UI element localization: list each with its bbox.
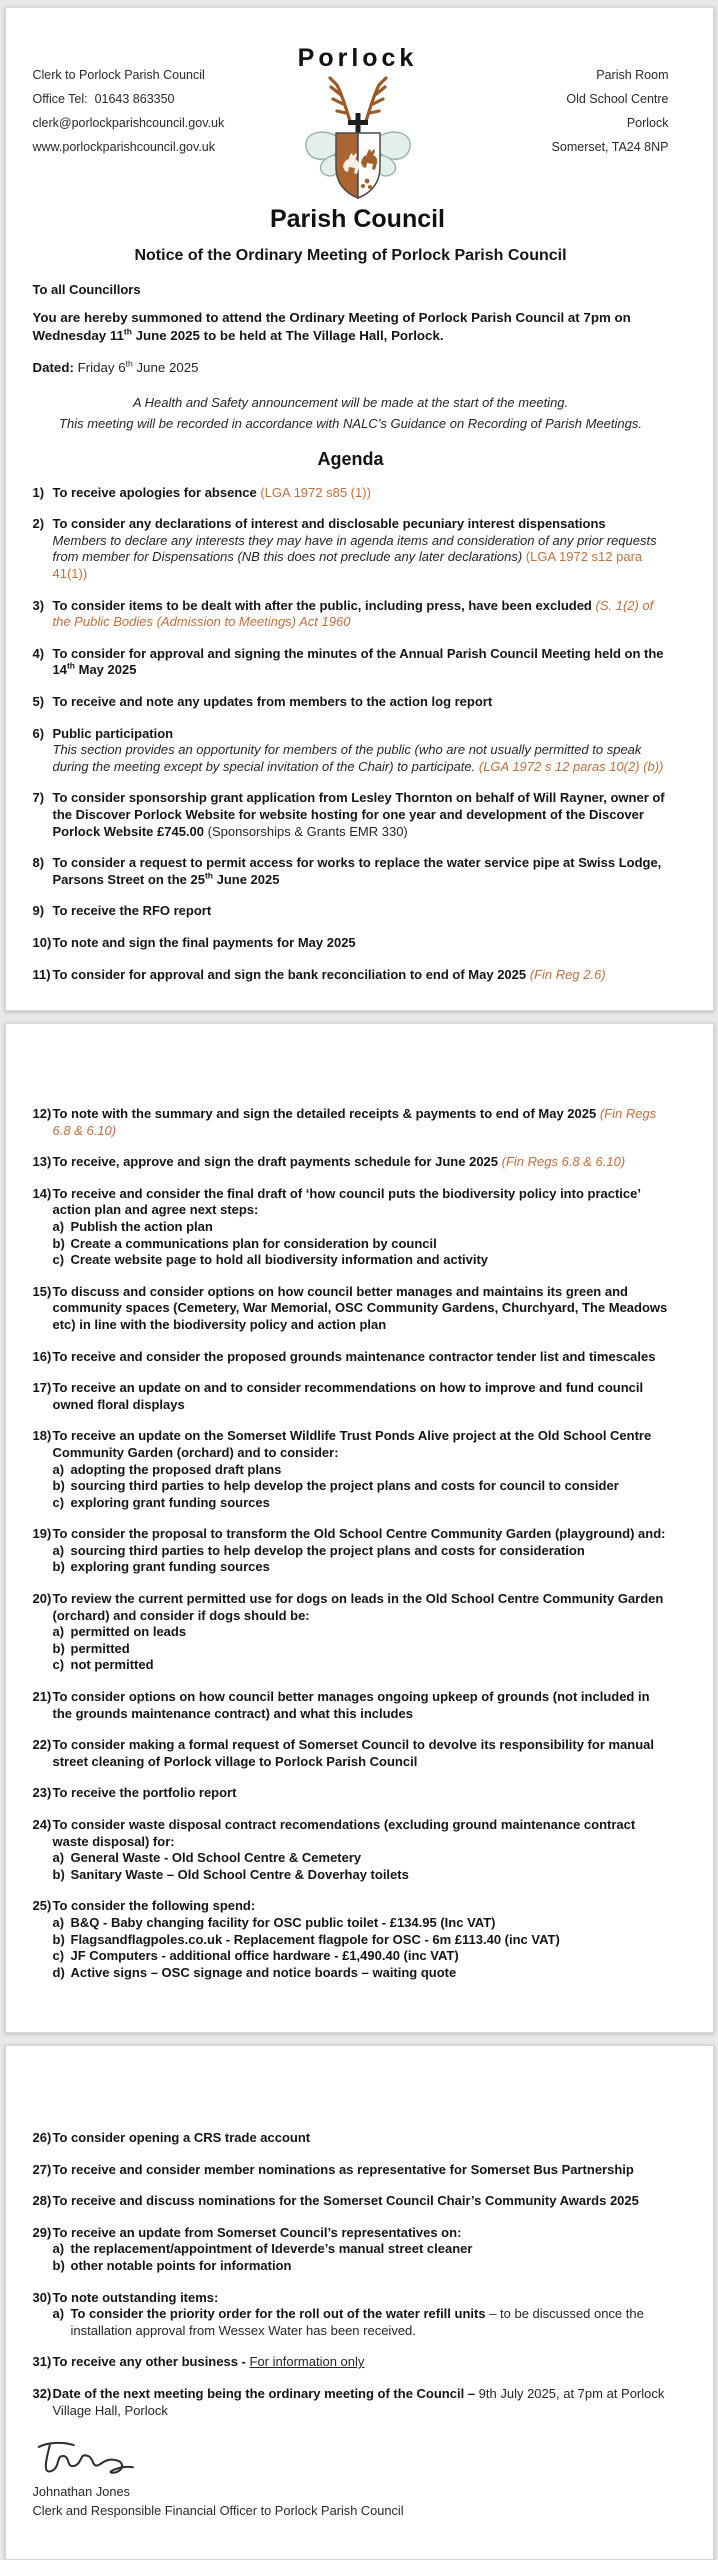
agenda-sub-text: General Waste - Old School Centre & Cemetery: [70, 1850, 362, 1866]
agenda-sub-letter: c): [52, 1494, 65, 1510]
agenda-item-number: 5): [32, 693, 45, 709]
agenda-sub-letter: b): [52, 1866, 65, 1882]
agenda-item-number: 16): [32, 1348, 52, 1364]
text-line: Clerk to Porlock Parish Council: [32, 68, 205, 82]
agenda-item-number: 23): [32, 1785, 52, 1801]
cross-icon: [348, 113, 368, 134]
agenda-sub-letter: a): [52, 1461, 65, 1477]
agenda-sub-text: permitted on leads: [70, 1624, 187, 1640]
agenda-item-number: 7): [32, 790, 45, 806]
summons-paragraph: You are hereby summoned to attend the Ordinary Meeting of Porlock Parish Council at 7pm on Wednesday 11th June 2025 to be held at The Village Hall, Porlock.: [32, 310, 631, 343]
agenda-sub-item: [53, 2241, 669, 2258]
agenda-list-page3: [33, 2130, 669, 2419]
agenda-item-text: To receive and consider member nominations as representative for Somerset Bus Partnership: [52, 2161, 634, 2177]
agenda-item-text: To receive an update on the Somerset Wildlife Trust Ponds Alive project at the Old School Centre Community Garden (orchard) and to consider:: [52, 1428, 652, 1460]
agenda-sub-letter: b): [52, 1931, 65, 1947]
logo-subtitle: Parish Council: [269, 205, 446, 233]
agenda-item-text: To consider any declarations of interest and disclosable pecuniary interest dispensations Members to declare any interests they may have in agenda items and consideration of any prior requests from member for Dispensations (NB this does not preclude any later declarations) (LGA 1972 s12 para 41(1)): [52, 516, 657, 582]
agenda-sub-letter: a): [52, 1914, 65, 1930]
logo-title: Porlock: [297, 44, 418, 72]
agenda-sub-item: [53, 1948, 669, 1965]
agenda-item: [33, 598, 669, 631]
agenda-sub-item: [53, 2258, 669, 2275]
agenda-item: [33, 2193, 669, 2210]
agenda-sub-item: [53, 1850, 669, 1867]
agenda-item: [33, 2354, 669, 2371]
text-line: This meeting will be recorded in accordance with NALC’s Guidance on Recording of Parish Meetings.: [59, 415, 642, 431]
text-line: A Health and Safety announcement will be made at the start of the meeting.: [132, 394, 569, 410]
agenda-item: [33, 485, 669, 502]
letterhead: [33, 44, 669, 234]
agenda-item: [33, 726, 669, 776]
agenda-item-number: 17): [32, 1380, 52, 1396]
agenda-item-number: 12): [32, 1106, 52, 1121]
agenda-item-text: To consider opening a CRS trade account: [52, 2130, 311, 2145]
agenda-item-number: 14): [32, 1185, 52, 1201]
agenda-item-text: To receive an update on and to consider recommendations on how to improve and fund council owned floral displays: [52, 1380, 644, 1412]
agenda-item-text: To receive, approve and sign the draft payments schedule for June 2025 (Fin Regs 6.8 & 6.10): [52, 1154, 626, 1170]
agenda-sub-text: Publish the action plan: [70, 1218, 213, 1234]
agenda-sub-text: permitted: [70, 1640, 130, 1656]
agenda-item: [33, 1817, 669, 1883]
agenda-sub-text: sourcing third parties to help develop the project plans and costs for council to consider: [70, 1478, 619, 1494]
agenda-item-text: To receive and discuss nominations for the Somerset Council Chair’s Community Awards 2025: [52, 2193, 639, 2209]
agenda-sub-item: [53, 1624, 669, 1641]
agenda-sub-text: not permitted: [70, 1657, 154, 1673]
signatory-title: Clerk and Responsible Financial Officer to Porlock Parish Council: [32, 2503, 404, 2519]
text-line: Office Tel: 01643 863350: [32, 92, 175, 106]
agenda-sub-letter: b): [52, 1559, 65, 1575]
agenda-sub-text: other notable points for information: [70, 2257, 292, 2273]
agenda-item-text: To receive and consider the final draft of ‘how council puts the biodiversity policy into practice’ action plan and agree next steps:: [52, 1185, 641, 1218]
agenda-sub-letter: a): [52, 1542, 65, 1558]
agenda-sub-letter: a): [52, 1218, 65, 1234]
agenda-item: [33, 2225, 669, 2275]
agenda-item-number: 19): [32, 1526, 52, 1542]
agenda-sub-item: [53, 1543, 669, 1560]
agenda-item-text: To receive and note any updates from members to the action log report: [52, 693, 493, 709]
agenda-sub-letter: b): [52, 1478, 65, 1494]
document-page-3: [5, 2045, 714, 2560]
agenda-item-text: To receive any other business - For information only: [52, 2354, 365, 2370]
agenda-item-number: 4): [32, 645, 45, 661]
agenda-sub-text: exploring grant funding sources: [70, 1494, 270, 1510]
agenda-sub-letter: b): [52, 1640, 65, 1656]
agenda-item: [33, 1689, 669, 1722]
signature-scribble: [35, 2434, 155, 2482]
contact-info-left: [33, 44, 247, 164]
text-line: clerk@porlockparishcouncil.gov.uk: [32, 116, 225, 130]
text-line: Parish Room: [596, 68, 669, 82]
agenda-item-number: 22): [32, 1737, 52, 1753]
announcements: [33, 392, 669, 434]
agenda-sub-text: Create website page to hold all biodiversity information and activity: [70, 1252, 489, 1268]
notice-title: Notice of the Ordinary Meeting of Porlock Parish Council: [134, 247, 567, 264]
document-page-2: [5, 1023, 714, 2033]
agenda-item-text: To receive the portfolio report: [52, 1785, 237, 1801]
agenda-item-number: 21): [32, 1689, 52, 1705]
agenda-item-number: 13): [32, 1154, 52, 1170]
agenda-heading: Agenda: [317, 448, 384, 469]
agenda-item: [33, 855, 669, 888]
dated-line: Dated: Friday 6th June 2025: [32, 358, 199, 376]
agenda-item-number: 27): [32, 2161, 52, 2177]
agenda-item-text: To receive an update from Somerset Council’s representatives on:: [52, 2224, 462, 2240]
to-all-councillors: To all Councillors: [32, 282, 141, 297]
agenda-item-text: To receive the RFO report: [52, 903, 212, 919]
agenda-item-number: 28): [32, 2193, 52, 2209]
agenda-sub-text: JF Computers - additional office hardware - £1,490.40 (inc VAT): [70, 1948, 459, 1964]
agenda-item-number: 20): [32, 1591, 52, 1607]
agenda-sub-letter: c): [52, 1252, 65, 1268]
agenda-item: [33, 903, 669, 920]
text-line: www.porlockparishcouncil.gov.uk: [32, 140, 215, 154]
text-line: Somerset, TA24 8NP: [551, 140, 669, 154]
agenda-list-page2: [33, 1106, 669, 1981]
agenda-sub-letter: b): [52, 2257, 65, 2273]
agenda-item: [33, 2162, 669, 2179]
agenda-item: [33, 1785, 669, 1802]
agenda-sub-letter: a): [52, 1850, 65, 1866]
agenda-sub-item: [53, 1219, 669, 1236]
agenda-item-text: To discuss and consider options on how council better manages and maintains its green and community spaces (Cemetery, War Memorial, OSC Community Gardens, Churchyard, The Meadows etc) in line with the biodiversity policy and action plan: [52, 1283, 668, 1332]
agenda-sub-item: [53, 2306, 669, 2339]
signature-block: [33, 2434, 669, 2518]
agenda-item-text: To consider sponsorship grant application from Lesley Thornton on behalf of Will Rayner, owner of the Discover Porlock Website for website hosting for one year and development of the Discover Porlock Website £745.00 (Sponsorships & Grants EMR 330): [52, 790, 665, 839]
agenda-sub-item: [53, 1915, 669, 1932]
agenda-item: [33, 694, 669, 711]
agenda-item: [33, 1380, 669, 1413]
contact-info-right: [469, 44, 669, 164]
agenda-item-text: To note with the summary and sign the detailed receipts & payments to end of May 2025 (Fin Regs 6.8 & 6.10): [52, 1106, 657, 1138]
agenda-item-number: 30): [32, 2289, 52, 2305]
agenda-item-text: To consider for approval and sign the bank reconciliation to end of May 2025 (Fin Reg 2.6): [52, 966, 606, 982]
agenda-sub-letter: c): [52, 1657, 65, 1673]
agenda-item-text: To note and sign the final payments for May 2025: [52, 934, 356, 950]
agenda-sub-item: [53, 1495, 669, 1512]
agenda-item-number: 8): [32, 855, 45, 871]
agenda-item-number: 18): [32, 1428, 52, 1444]
agenda-sub-text: To consider the priority order for the roll out of the water refill units – to be discussed once the installation approval from Wessex Water has been received.: [70, 2306, 644, 2338]
agenda-sub-item: [53, 1462, 669, 1479]
agenda-sub-item: [53, 1641, 669, 1658]
agenda-sub-letter: c): [52, 1948, 65, 1964]
agenda-item: [33, 790, 669, 840]
agenda-list-page1: [33, 485, 669, 983]
agenda-item-number: 9): [32, 903, 45, 919]
agenda-item-number: 1): [32, 484, 45, 500]
agenda-item: [33, 967, 669, 984]
agenda-item-text: To consider making a formal request of Somerset Council to devolve its responsibility for manual street cleaning of Porlock village to Porlock Parish Council: [52, 1737, 654, 1769]
agenda-item: [33, 935, 669, 952]
agenda-item: [33, 1737, 669, 1770]
agenda-item-text: To consider waste disposal contract recomendations (excluding ground maintenance contract waste disposal) for:: [52, 1817, 636, 1849]
parish-logo-block: [247, 44, 469, 234]
agenda-item-number: 31): [32, 2354, 52, 2370]
agenda-item: [33, 2130, 669, 2147]
agenda-item-number: 15): [32, 1283, 52, 1299]
agenda-sub-item: [53, 1559, 669, 1576]
agenda-item-number: 32): [32, 2385, 52, 2401]
agenda-item-text: To review the current permitted use for dogs on leads in the Old School Centre Community Garden (orchard) and consider if dogs should be:: [52, 1591, 664, 1623]
agenda-sub-letter: d): [52, 1964, 65, 1980]
shield: [336, 133, 380, 198]
agenda-item-number: 26): [32, 2130, 52, 2145]
agenda-item: [33, 1106, 669, 1139]
agenda-sub-item: [53, 1965, 669, 1982]
agenda-item-number: 6): [32, 725, 45, 741]
agenda-sub-text: sourcing third parties to help develop the project plans and costs for consideration: [70, 1542, 585, 1558]
agenda-item-text: To consider options on how council better manages ongoing upkeep of grounds (not included in the grounds maintenance contract) and what this includes: [52, 1689, 650, 1721]
agenda-sub-text: Flagsandflagpoles.co.uk - Replacement flagpole for OSC - 6m £113.40 (inc VAT): [70, 1931, 560, 1947]
agenda-sub-letter: b): [52, 1235, 65, 1251]
agenda-item-text: To consider for approval and signing the minutes of the Annual Parish Council Meeting held on the 14th May 2025: [52, 645, 664, 678]
agenda-item-text: To receive and consider the proposed grounds maintenance contractor tender list and timescales: [52, 1348, 656, 1364]
agenda-item-number: 10): [32, 934, 52, 950]
agenda-sub-letter: a): [52, 2306, 65, 2322]
agenda-item: [33, 2386, 669, 2419]
agenda-sub-item: [53, 1657, 669, 1674]
agenda-sub-text: B&Q - Baby changing facility for OSC public toilet - £134.95 (Inc VAT): [70, 1914, 496, 1930]
agenda-sub-text: adopting the proposed draft plans: [70, 1461, 282, 1477]
agenda-item: [33, 1154, 669, 1171]
signatory-name: Johnathan Jones: [32, 2484, 130, 2500]
agenda-item-number: 24): [32, 1817, 52, 1832]
agenda-item: [33, 1898, 669, 1981]
agenda-item-number: 29): [32, 2224, 52, 2240]
agenda-item-text: Public participation This section provides an opportunity for members of the public (who are not usually permitted to speak during the meeting except by special invitation of the Chair) to participate. (LGA 1972 s 12 paras 10(2) (b)): [52, 725, 664, 774]
agenda-sub-text: the replacement/appointment of Ideverde’s manual street cleaner: [70, 2241, 473, 2257]
parish-crest-logo: [294, 75, 422, 203]
agenda-item-number: 11): [32, 966, 51, 982]
agenda-sub-item: [53, 1932, 669, 1949]
agenda-sub-text: Sanitary Waste – Old School Centre & Doverhay toilets: [70, 1866, 409, 1882]
agenda-sub-item: [53, 1867, 669, 1884]
agenda-sub-item: [53, 1478, 669, 1495]
agenda-item: [33, 1428, 669, 1511]
agenda-sub-letter: a): [52, 2241, 65, 2257]
agenda-item-text: To consider the following spend:: [52, 1898, 256, 1914]
agenda-item-number: 2): [32, 516, 45, 532]
agenda-sub-text: Create a communications plan for consideration by council: [70, 1235, 437, 1251]
agenda-item: [33, 516, 669, 582]
agenda-item-text: To note outstanding items:: [52, 2289, 219, 2305]
text-line: Porlock: [626, 116, 669, 130]
text-line: Old School Centre: [566, 92, 669, 106]
agenda-item: [33, 1591, 669, 1674]
agenda-item-text: To consider a request to permit access for works to replace the water service pipe at Swiss Lodge, Parsons Street on the 25th June 2025: [52, 855, 662, 887]
agenda-item: [33, 1284, 669, 1334]
document-page-1: [5, 7, 714, 1011]
agenda-item: [33, 1349, 669, 1366]
agenda-item: [33, 1186, 669, 1269]
agenda-item-text: To consider items to be dealt with after the public, including press, have been excluded (S. 1(2) of the Public Bodies (Admission to Meetings) Act 1960: [52, 597, 654, 630]
agenda-item-text: Date of the next meeting being the ordinary meeting of the Council – 9th July 2025, at 7pm at Porlock Village Hall, Porlock: [52, 2385, 665, 2418]
agenda-item-number: 25): [32, 1898, 52, 1914]
agenda-item-number: 3): [32, 597, 45, 613]
agenda-item: [33, 1526, 669, 1576]
agenda-sub-text: Active signs – OSC signage and notice boards – waiting quote: [70, 1964, 457, 1980]
agenda-sub-item: [53, 1236, 669, 1253]
agenda-sub-item: [53, 1252, 669, 1269]
agenda-item-text: To receive apologies for absence (LGA 1972 s85 (1)): [52, 484, 371, 500]
agenda-sub-text: exploring grant funding sources: [70, 1559, 270, 1575]
agenda-sub-letter: a): [52, 1624, 65, 1640]
agenda-item: [33, 646, 669, 679]
agenda-item-text: To consider the proposal to transform the Old School Centre Community Garden (playground) and:: [52, 1526, 666, 1542]
agenda-item: [33, 2290, 669, 2340]
